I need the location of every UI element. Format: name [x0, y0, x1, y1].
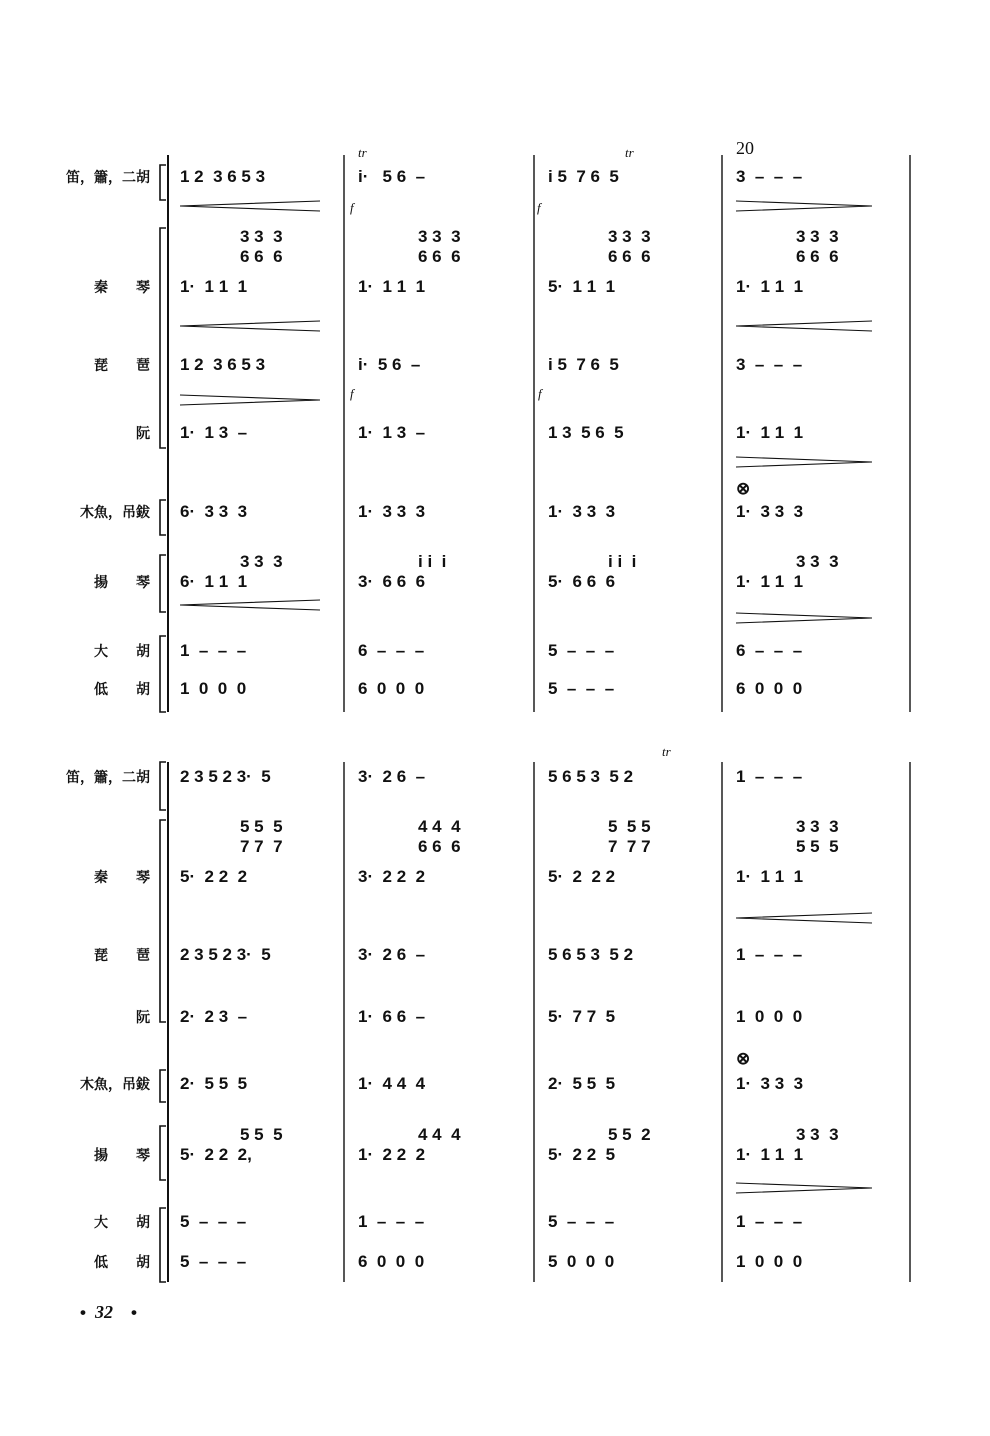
note-cell: 3· 6 6 6	[358, 572, 426, 591]
staff-bracket	[160, 636, 166, 712]
instrument-label: 大 胡	[94, 644, 150, 660]
note-cell: 1· 3 3 3	[548, 502, 616, 521]
note-cell: 1· 1 1 1	[736, 423, 804, 442]
note-cell: 1· 1 1 1	[358, 277, 426, 296]
staff-bracket	[160, 500, 166, 535]
instrument-label: 秦 琴	[94, 870, 150, 886]
note-cell: 1· 1 1 1	[736, 572, 804, 591]
note-cell: 5 5 5	[240, 1125, 283, 1144]
note-cell: 5 5 2	[608, 1125, 651, 1144]
note-cell: 1· 2 2 2	[358, 1145, 426, 1164]
hairpin	[736, 613, 872, 623]
note-cell: 7 7 7	[240, 837, 283, 856]
forte-mark: f	[537, 200, 541, 215]
instrument-label: 琵 琶	[94, 358, 150, 374]
note-cell: 1 – – –	[736, 945, 803, 964]
trill-mark: tr	[625, 145, 634, 160]
instrument-label: 阮	[136, 426, 150, 442]
staff-bracket	[160, 1208, 166, 1282]
note-cell: i· 5 6 –	[358, 355, 421, 374]
note-cell: 5 5 5	[608, 817, 651, 836]
note-cell: 1· 3 3 3	[736, 502, 804, 521]
forte-mark: f	[538, 386, 542, 401]
note-cell: 1· 1 3 –	[180, 423, 248, 442]
hairpin	[736, 201, 872, 211]
staff-bracket	[160, 555, 166, 612]
instrument-label: 阮	[136, 1010, 150, 1026]
note-cell: 5 5 5	[240, 817, 283, 836]
note-cell: 6 0 0 0	[736, 679, 803, 698]
note-cell: 1· 3 3 3	[358, 502, 426, 521]
cymbal-symbol: ⊗	[736, 479, 751, 498]
cymbal-symbol: ⊗	[736, 1049, 751, 1068]
note-cell: 5· 2 2 5	[548, 1145, 616, 1164]
instrument-label: 大 胡	[94, 1215, 150, 1231]
forte-mark: f	[350, 386, 354, 401]
instrument-label: 揚 琴	[94, 1148, 150, 1164]
staff-bracket	[160, 820, 166, 1022]
instrument-label: 低 胡	[94, 1255, 150, 1271]
instrument-label: 笛，簫，二胡	[66, 770, 150, 786]
note-cell: 3 3 3	[796, 227, 839, 246]
hairpin	[736, 1183, 872, 1193]
note-cell: 6· 1 1 1	[180, 572, 248, 591]
note-cell: 3 3 3	[240, 552, 283, 571]
forte-mark: f	[350, 200, 354, 215]
note-cell: 1 2 3 6 5 3	[180, 167, 266, 186]
hairpin	[180, 395, 320, 405]
note-cell: 1· 3 3 3	[736, 1074, 804, 1093]
note-cell: i 5 7 6 5	[548, 167, 619, 186]
note-cell: i 5 7 6 5	[548, 355, 619, 374]
staff-bracket	[160, 1070, 166, 1102]
note-cell: 5 – – –	[548, 1212, 615, 1231]
note-cell: 5 – – –	[180, 1252, 247, 1271]
page-number-dot-right: •	[131, 1303, 137, 1322]
page-number: 32	[95, 1302, 113, 1322]
note-cell: 5· 2 2 2	[180, 867, 248, 886]
note-cell: i i i	[608, 552, 637, 571]
notation	[180, 167, 839, 1271]
note-cell: 2· 5 5 5	[180, 1074, 248, 1093]
note-cell: 3· 2 6 –	[358, 767, 426, 786]
trill-mark: tr	[662, 744, 671, 759]
staff-bracket	[160, 228, 166, 448]
note-cell: 3 3 3	[796, 1125, 839, 1144]
note-cell: 3 3 3	[796, 817, 839, 836]
note-cell: 6 – – –	[736, 641, 803, 660]
instrument-label: 秦 琴	[94, 280, 150, 296]
note-cell: 4 4 4	[418, 817, 461, 836]
note-cell: 6 – – –	[358, 641, 425, 660]
note-cell: 5 0 0 0	[548, 1252, 615, 1271]
hairpin	[180, 321, 320, 331]
note-cell: 2 3 5 2 3· 5	[180, 767, 271, 786]
note-cell: 3· 2 2 2	[358, 867, 426, 886]
note-cell: 3 3 3	[796, 552, 839, 571]
note-cell: 1· 1 1 1	[180, 277, 248, 296]
note-cell: 2· 2 3 –	[180, 1007, 248, 1026]
note-cell: 6 6 6	[418, 837, 461, 856]
note-cell: 2 3 5 2 3· 5	[180, 945, 271, 964]
note-cell: 1 – – –	[736, 767, 803, 786]
instrument-label: 揚 琴	[94, 575, 150, 591]
note-cell: 1 – – –	[180, 641, 247, 660]
measure-number: 20	[736, 138, 754, 158]
note-cell: 5· 7 7 5	[548, 1007, 616, 1026]
note-cell: 6 6 6	[796, 247, 839, 266]
trill-mark: tr	[358, 145, 367, 160]
hairpin	[180, 600, 320, 610]
note-cell: 1 3 5 6 5	[548, 423, 624, 442]
note-cell: 3 – – –	[736, 167, 803, 186]
instrument-label: 琵 琶	[94, 948, 150, 964]
instrument-label: 低 胡	[94, 682, 150, 698]
staff-brackets	[160, 165, 166, 1282]
note-cell: 1 0 0 0	[736, 1007, 803, 1026]
hairpin	[180, 201, 320, 211]
note-cell: 5· 2 2 2,	[180, 1145, 252, 1164]
note-cell: 1 – – –	[736, 1212, 803, 1231]
note-cell: 5 – – –	[548, 679, 615, 698]
note-cell: 5 – – –	[180, 1212, 247, 1231]
page-number-dot-left: •	[80, 1303, 86, 1322]
note-cell: 6 6 6	[608, 247, 651, 266]
note-cell: 5 6 5 3 5 2	[548, 945, 634, 964]
note-cell: 1· 6 6 –	[358, 1007, 426, 1026]
staff-bracket	[160, 1126, 166, 1180]
instrument-label: 木魚，吊鈸	[80, 1077, 150, 1093]
hairpin	[736, 913, 872, 923]
staff-bracket	[160, 762, 166, 810]
note-cell: 1 0 0 0	[736, 1252, 803, 1271]
note-cell: 4 4 4	[418, 1125, 461, 1144]
note-cell: 5 6 5 3 5 2	[548, 767, 634, 786]
note-cell: 1· 4 4 4	[358, 1074, 426, 1093]
instrument-labels	[66, 169, 150, 1271]
note-cell: 3 – – –	[736, 355, 803, 374]
note-cell: 1· 1 1 1	[736, 277, 804, 296]
note-cell: 1 – – –	[358, 1212, 425, 1231]
instrument-label: 笛，簫，二胡	[66, 170, 150, 186]
note-cell: i i i	[418, 552, 447, 571]
note-cell: 5· 1 1 1	[548, 277, 616, 296]
note-cell: 5· 6 6 6	[548, 572, 616, 591]
note-cell: 3 3 3	[608, 227, 651, 246]
note-cell: 6 0 0 0	[358, 679, 425, 698]
note-cell: 3· 2 6 –	[358, 945, 426, 964]
note-cell: 5 – – –	[548, 641, 615, 660]
note-cell: 6 6 6	[240, 247, 283, 266]
hairpin	[736, 457, 872, 467]
note-cell: 3 3 3	[240, 227, 283, 246]
note-cell: 6· 3 3 3	[180, 502, 248, 521]
note-cell: 5· 2 2 2	[548, 867, 616, 886]
note-cell: i· 5 6 –	[358, 167, 426, 186]
note-cell: 6 6 6	[418, 247, 461, 266]
note-cell: 1 2 3 6 5 3	[180, 355, 266, 374]
note-cell: 1· 1 3 –	[358, 423, 426, 442]
hairpin	[736, 321, 872, 331]
note-cell: 7 7 7	[608, 837, 651, 856]
note-cell: 2· 5 5 5	[548, 1074, 616, 1093]
instrument-label: 木魚，吊鈸	[80, 505, 150, 521]
note-cell: 1 0 0 0	[180, 679, 247, 698]
note-cell: 5 5 5	[796, 837, 839, 856]
note-cell: 1· 1 1 1	[736, 867, 804, 886]
note-cell: 3 3 3	[418, 227, 461, 246]
note-cell: 6 0 0 0	[358, 1252, 425, 1271]
note-cell: 1· 1 1 1	[736, 1145, 804, 1164]
staff-bracket	[160, 165, 166, 200]
